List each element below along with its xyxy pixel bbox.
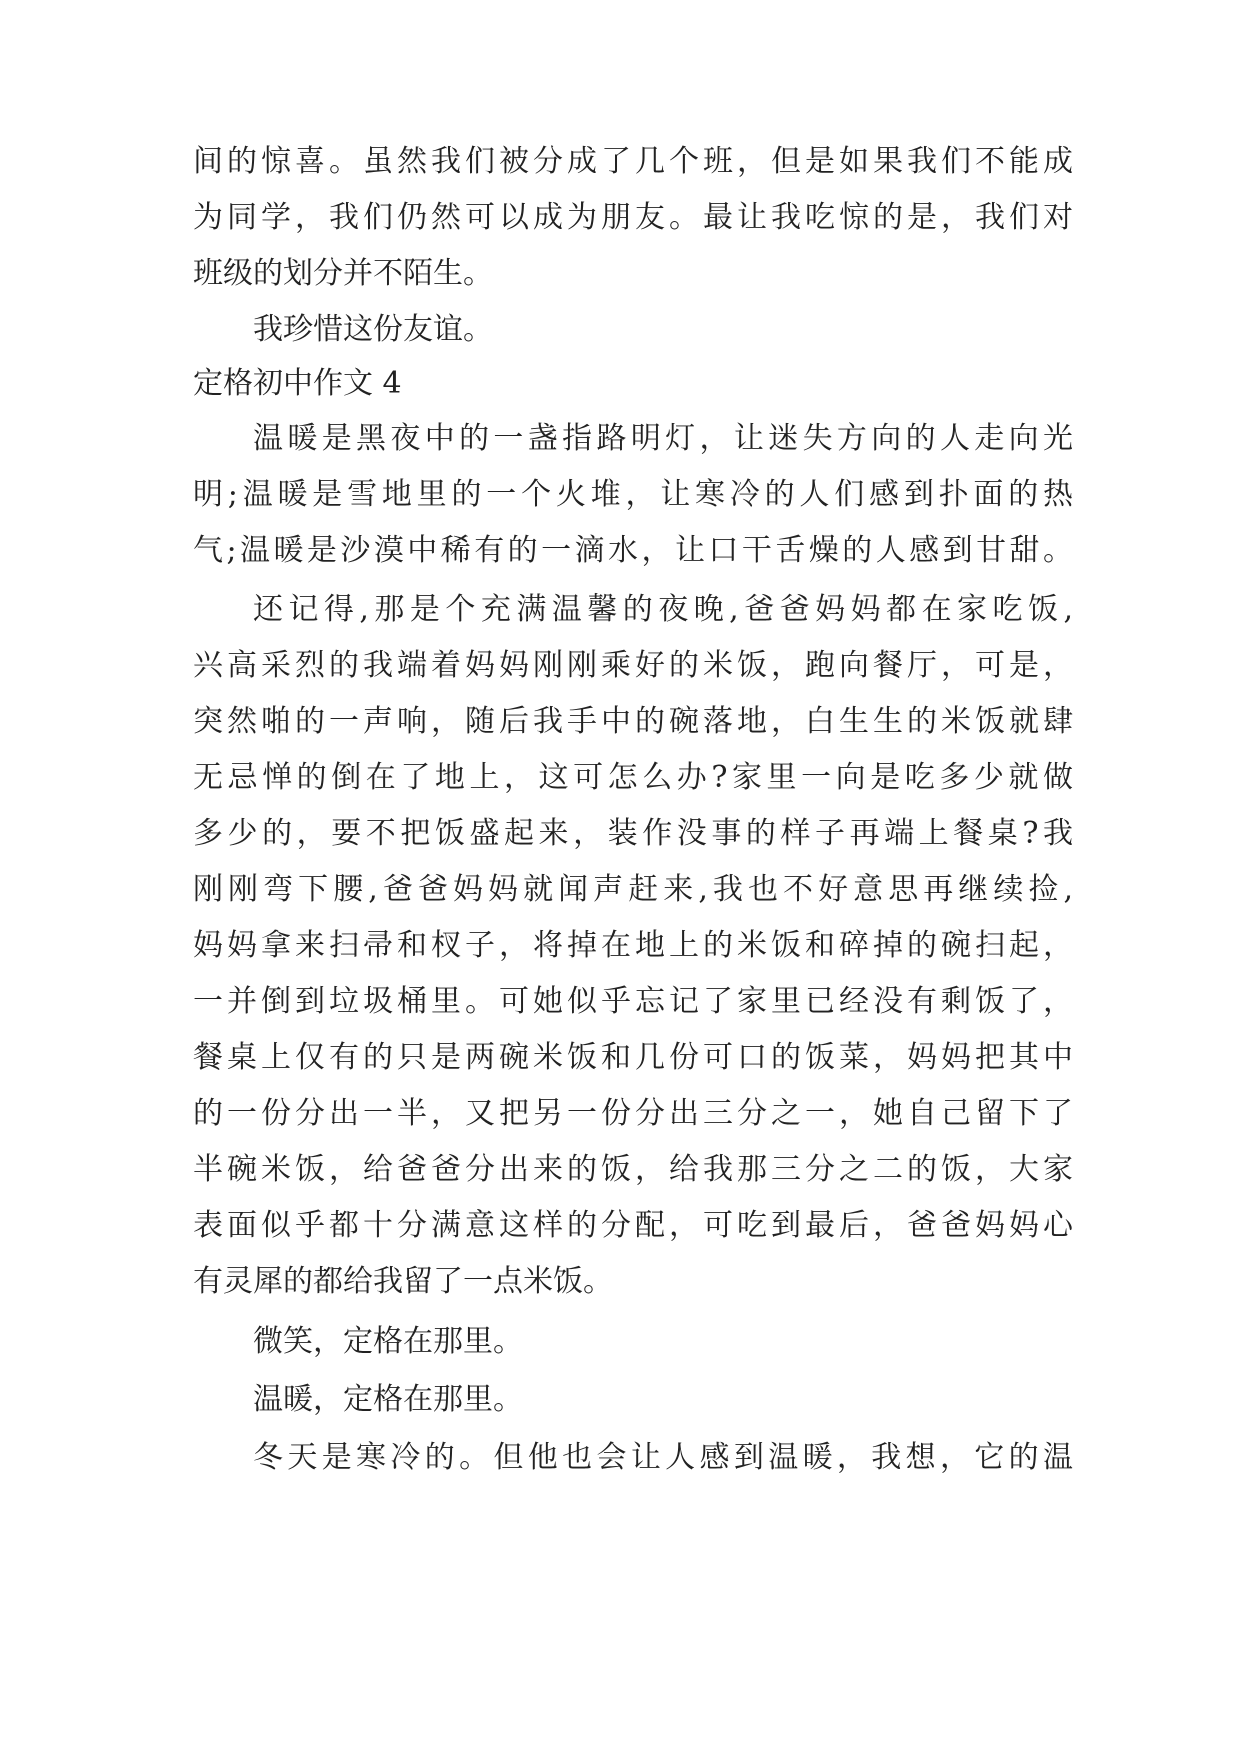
text-line: 班级的划分并不陌生。 bbox=[193, 256, 493, 291]
text-line: 兴高采烈的我端着妈妈刚刚乘好的米饭，跑向餐厅，可是， bbox=[193, 648, 1073, 683]
text-line: 间的惊喜。虽然我们被分成了几个班，但是如果我们不能成 bbox=[193, 144, 1073, 179]
text-line: 我珍惜这份友谊。 bbox=[253, 312, 493, 347]
text-line: 无忌惮的倒在了地上，这可怎么办?家里一向是吃多少就做 bbox=[193, 760, 1073, 795]
text-line: 多少的，要不把饭盛起来，装作没事的样子再端上餐桌?我 bbox=[193, 816, 1073, 851]
text-line: 妈妈拿来扫帚和杈子，将掉在地上的米饭和碎掉的碗扫起， bbox=[193, 928, 1073, 963]
text-line: 还记得,那是个充满温馨的夜晚,爸爸妈妈都在家吃饭, bbox=[253, 592, 1073, 627]
text-line: 明;温暖是雪地里的一个火堆，让寒冷的人们感到扑面的热 bbox=[193, 477, 1073, 512]
text-line: 突然啪的一声响，随后我手中的碗落地，白生生的米饭就肆 bbox=[193, 704, 1073, 739]
text-line: 表面似乎都十分满意这样的分配，可吃到最后，爸爸妈妈心 bbox=[193, 1208, 1073, 1243]
text-line: 冬天是寒冷的。但他也会让人感到温暖，我想，它的温 bbox=[253, 1440, 1073, 1475]
text-line: 餐桌上仅有的只是两碗米饭和几份可口的饭菜，妈妈把其中 bbox=[193, 1040, 1073, 1075]
text-line: 一并倒到垃圾桶里。可她似乎忘记了家里已经没有剩饭了， bbox=[193, 984, 1073, 1019]
text-line: 温暖，定格在那里。 bbox=[253, 1382, 523, 1417]
section-heading: 定格初中作文 4 bbox=[193, 366, 402, 401]
text-line: 半碗米饭，给爸爸分出来的饭，给我那三分之二的饭，大家 bbox=[193, 1152, 1073, 1187]
text-line: 气;温暖是沙漠中稀有的一滴水，让口干舌燥的人感到甘甜。 bbox=[193, 533, 1073, 568]
text-line: 温暖是黑夜中的一盏指路明灯，让迷失方向的人走向光 bbox=[253, 421, 1073, 456]
text-line: 微笑，定格在那里。 bbox=[253, 1324, 523, 1359]
text-line: 刚刚弯下腰,爸爸妈妈就闻声赶来,我也不好意思再继续捡, bbox=[193, 872, 1073, 907]
text-line: 有灵犀的都给我留了一点米饭。 bbox=[193, 1264, 613, 1299]
text-line: 的一份分出一半，又把另一份分出三分之一，她自己留下了 bbox=[193, 1096, 1073, 1131]
text-line: 为同学，我们仍然可以成为朋友。最让我吃惊的是，我们对 bbox=[193, 200, 1073, 235]
